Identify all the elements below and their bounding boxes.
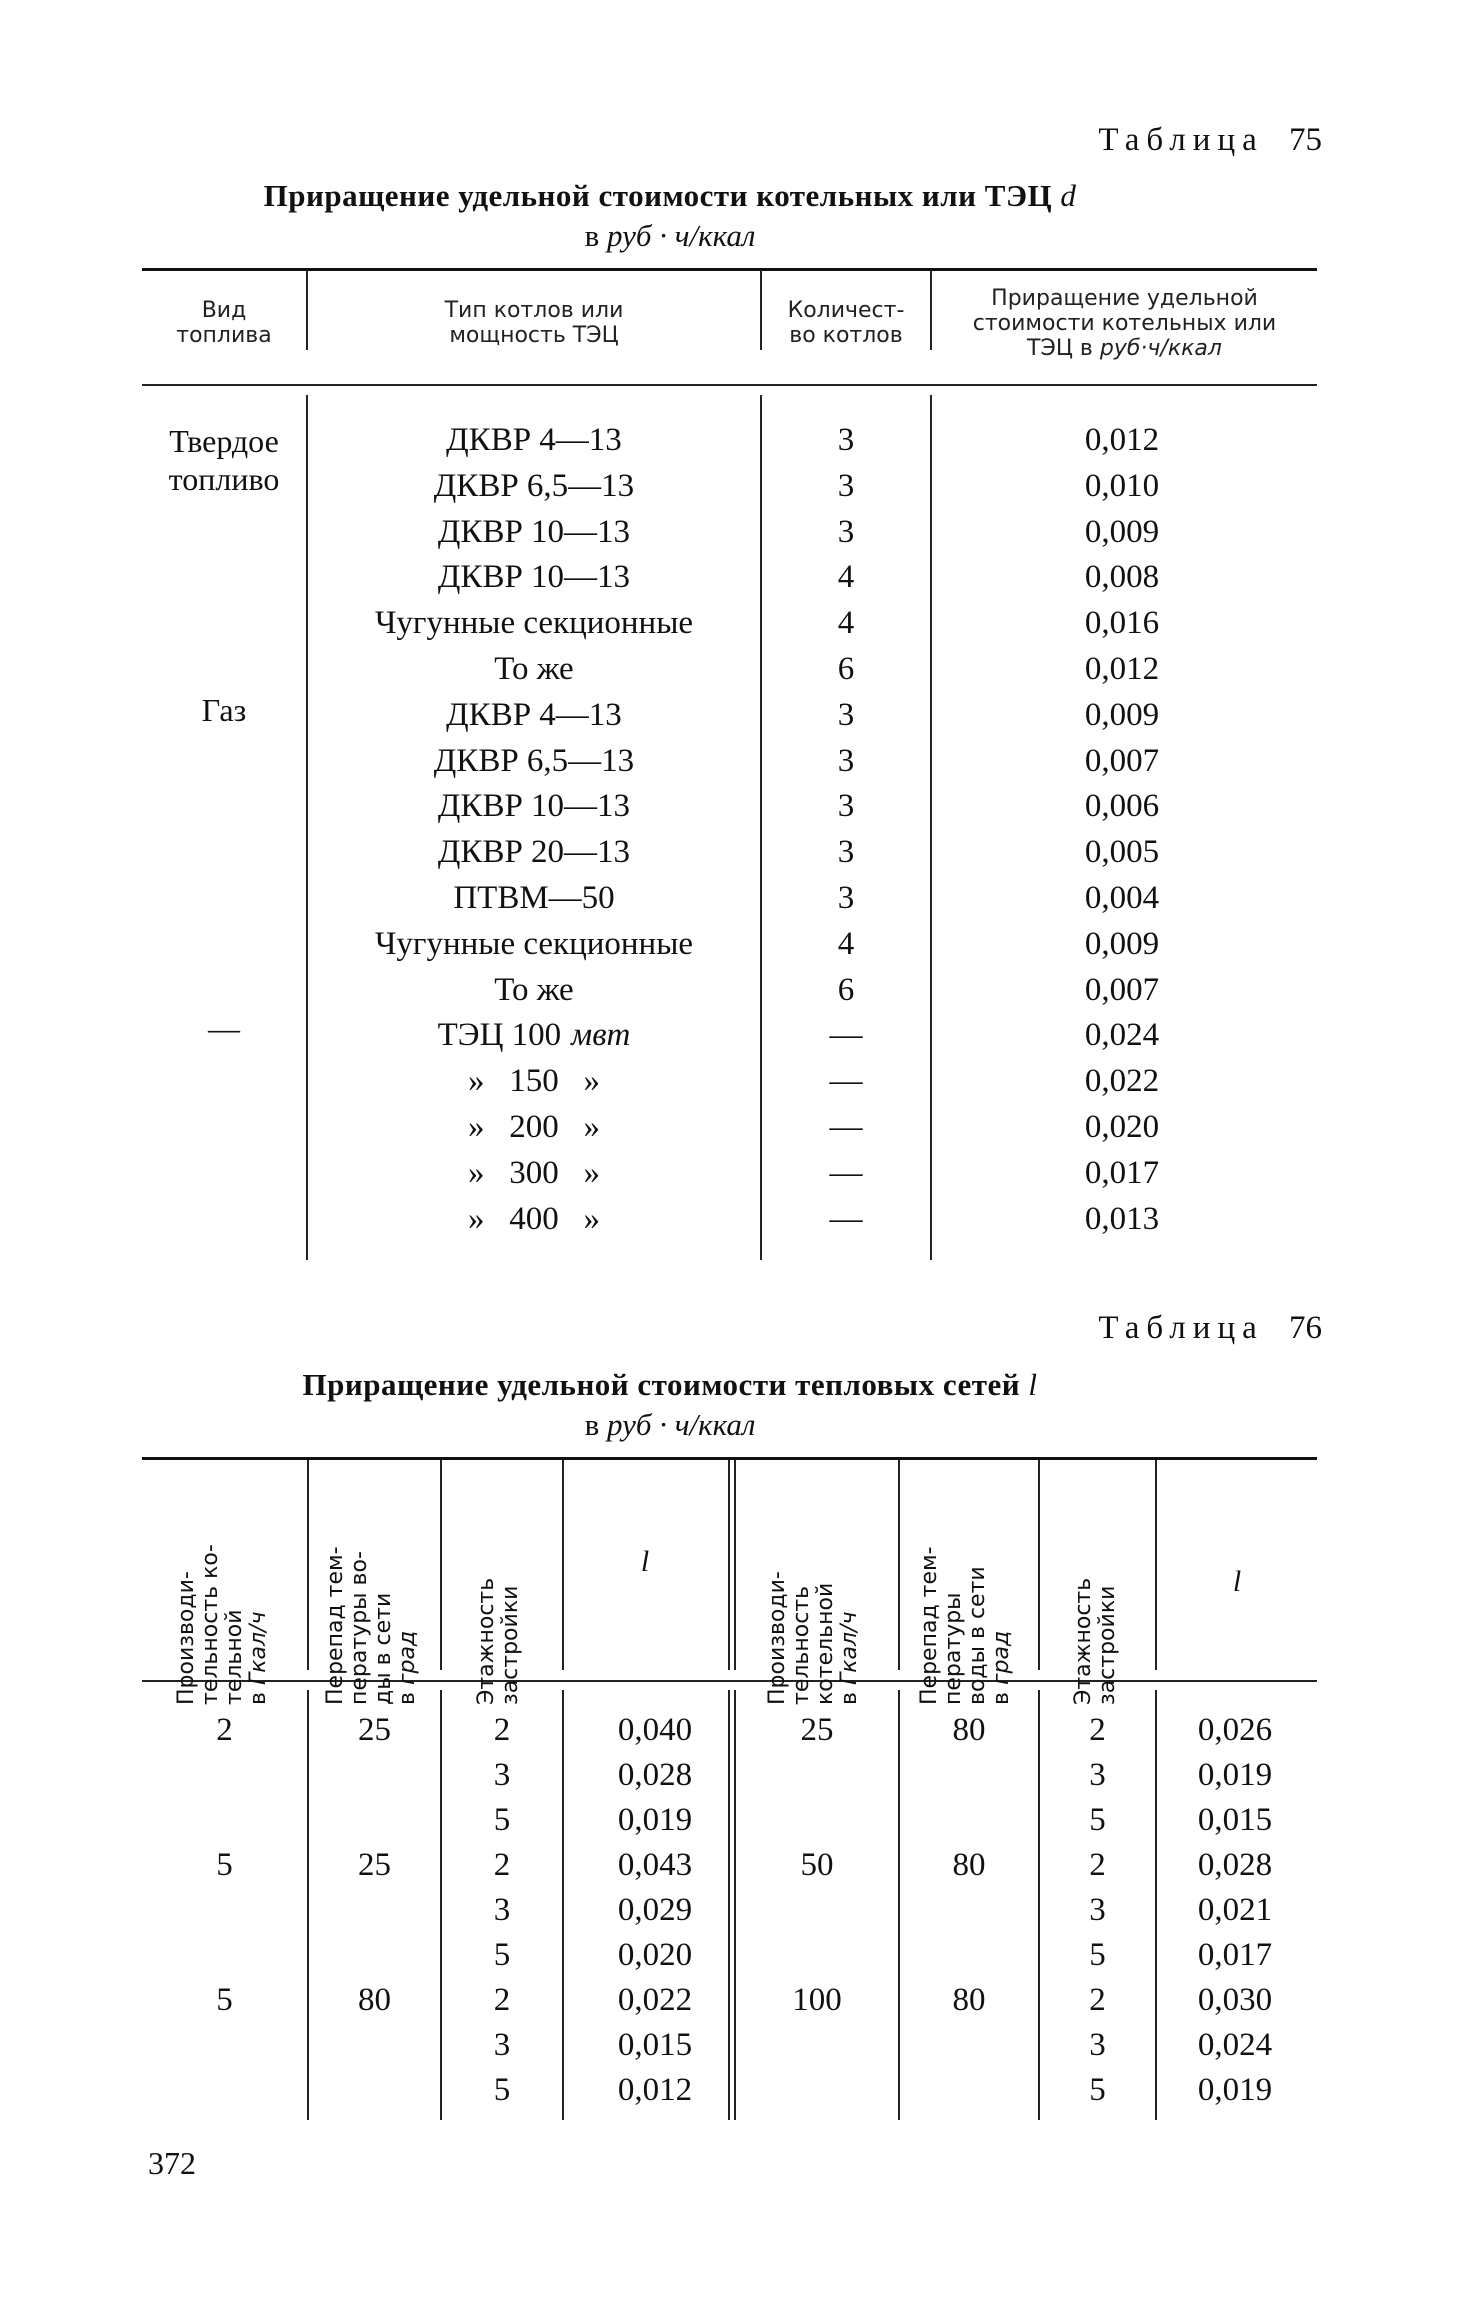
table76-left-l-value: 0,015	[617, 2027, 693, 2063]
table76-hdr-divider	[898, 1460, 900, 1670]
type-text: Чугунные секционные	[374, 926, 694, 962]
header-line: Этажность	[474, 1577, 499, 1705]
table75-cell-value: 0,024	[1084, 1017, 1160, 1053]
table75-fuel-gas	[142, 692, 306, 729]
table75-cell-count: 4	[837, 605, 855, 641]
table75-cell-value: 0,004	[1084, 880, 1160, 916]
table75-cell-count: —	[829, 1109, 863, 1145]
table75-cell-type	[308, 1017, 760, 1054]
header-line: в	[246, 1692, 271, 1705]
table76-left-l-value: 0,029	[617, 1892, 693, 1928]
table76-right-floors: 3	[1089, 1892, 1106, 1928]
table76-right-l-value: 0,019	[1197, 1757, 1273, 1793]
header-line: воды в сети	[965, 1566, 990, 1705]
table76-label	[1098, 1310, 1322, 1347]
table76-body-divider	[562, 1690, 564, 2120]
header-line: в	[395, 1692, 420, 1705]
table76-left-floors: 5	[493, 2072, 511, 2108]
table75-cell-type	[308, 1201, 760, 1238]
table75-cell-value: 0,012	[1084, 422, 1160, 458]
table76-right-floors: 2	[1089, 1712, 1106, 1748]
table75-cell-count: 3	[837, 788, 855, 824]
fuel-line: Твердое	[169, 423, 279, 459]
type-text: То же	[494, 972, 574, 1008]
table75-cell-type	[308, 1109, 760, 1146]
table75-cell-value: 0,010	[1084, 468, 1160, 504]
fuel-line: Газ	[201, 692, 247, 728]
table76-left-l-value: 0,012	[617, 2072, 693, 2108]
header-line: застройки	[498, 1585, 523, 1705]
table76-header-delta2	[918, 1505, 1018, 1705]
type-text: » 200 »	[468, 1109, 600, 1145]
table75-title-text: Приращение удельной стоимости котельных или ТЭЦ	[263, 178, 1053, 213]
table76-right-floors: 5	[1089, 1937, 1106, 1973]
table75-cell-count: —	[829, 1017, 863, 1053]
table76-left-delta: 25	[358, 1712, 391, 1748]
table75-subtitle-prefix: в	[584, 218, 600, 253]
header-line: ТЭЦ в	[1027, 336, 1093, 361]
table75-label-word: Таблица	[1098, 122, 1264, 158]
table76-right-l-value: 0,028	[1197, 1847, 1273, 1883]
table76-left-floors: 2	[493, 1982, 511, 2018]
table75-cell-type	[308, 559, 760, 596]
table75-cell-type	[308, 422, 760, 459]
table76-right-l-value: 0,024	[1197, 2027, 1273, 2063]
header-unit: град	[395, 1630, 420, 1686]
table75-cell-count: 3	[837, 697, 855, 733]
type-text: ДКВР 6,5—13	[433, 743, 635, 779]
header-line: во котлов	[789, 323, 903, 348]
table75-cell-count: 3	[837, 834, 855, 870]
table75-cell-type	[308, 514, 760, 551]
table75-fuel-none	[142, 1010, 306, 1047]
table75-header-increment	[932, 286, 1317, 361]
type-text: ДКВР 10—13	[437, 788, 631, 824]
type-text: ДКВР 10—13	[437, 559, 631, 595]
table76-left-capacity: 5	[216, 1982, 233, 2018]
table76-right-floors: 2	[1089, 1982, 1106, 2018]
table76-body-divider	[898, 1690, 900, 2120]
table76-hdr-divider	[307, 1460, 309, 1670]
table75-cell-value: 0,013	[1084, 1201, 1160, 1237]
table76-left-l-value: 0,022	[617, 1982, 693, 2018]
table76-right-floors: 5	[1089, 2072, 1106, 2108]
table76-right-floors: 3	[1089, 1757, 1106, 1793]
table76-left-delta: 25	[358, 1847, 391, 1883]
table76-subtitle-unit: руб · ч/ккал	[607, 1407, 756, 1442]
table76-body-divider	[307, 1690, 309, 2120]
header-line: топлива	[176, 323, 272, 348]
table76-right-delta: 80	[952, 1982, 986, 2018]
type-unit: мвт	[571, 1017, 631, 1053]
table75-header-rule	[142, 384, 1317, 386]
table76-left-floors: 3	[493, 1892, 511, 1928]
type-text: ДКВР 20—13	[437, 834, 631, 870]
table75-title	[140, 178, 1200, 214]
table76-left-floors: 5	[493, 1802, 511, 1838]
header-line: тельной	[222, 1609, 247, 1705]
type-text: ДКВР 10—13	[437, 514, 631, 550]
table75-cell-value: 0,009	[1084, 697, 1160, 733]
table76-right-capacity: 25	[800, 1712, 834, 1748]
table75-header-count	[762, 298, 930, 348]
table75-cell-count: 3	[837, 743, 855, 779]
table76-right-floors: 3	[1089, 2027, 1106, 2063]
table75-cell-count: 3	[837, 468, 855, 504]
header-unit: Гкал/ч	[246, 1611, 271, 1686]
header-line: Приращение удельной	[991, 286, 1258, 311]
table76-left-floors: 3	[493, 1757, 511, 1793]
table75-cell-value: 0,005	[1084, 834, 1160, 870]
table76-right-floors: 2	[1089, 1847, 1106, 1883]
header-line: пературы	[941, 1592, 966, 1705]
table75-cell-type	[308, 972, 760, 1009]
table75-body-divider-3	[930, 395, 932, 1260]
table75-cell-value: 0,016	[1084, 605, 1160, 641]
table75-label	[1098, 122, 1322, 159]
table75-cell-count: 3	[837, 514, 855, 550]
header-line: Вид	[201, 298, 247, 323]
table76-right-l-value: 0,021	[1197, 1892, 1273, 1928]
table75-cell-value: 0,020	[1084, 1109, 1160, 1145]
table76-right-l-value: 0,015	[1197, 1802, 1273, 1838]
type-text: ДКВР 6,5—13	[433, 468, 635, 504]
table75-cell-type	[308, 880, 760, 917]
header-line: Производи-	[765, 1571, 790, 1705]
table75-cell-type	[308, 743, 760, 780]
table75-cell-type	[308, 1063, 760, 1100]
type-text: » 400 »	[468, 1201, 600, 1237]
table75-header-fuel	[142, 298, 306, 348]
table76-title-symbol: l	[1028, 1367, 1038, 1402]
table75-cell-count: 6	[837, 651, 855, 687]
header-line: ды в сети	[371, 1592, 396, 1705]
table76-right-l-value: 0,017	[1197, 1937, 1273, 1973]
table76-body-divider	[1155, 1690, 1157, 2120]
table75-cell-count: 4	[837, 926, 855, 962]
table76-title	[140, 1367, 1200, 1403]
type-text: То же	[494, 651, 574, 687]
table75-cell-count: 6	[837, 972, 855, 1008]
header-line: Перепад тем-	[323, 1546, 348, 1705]
table75-cell-value: 0,022	[1084, 1063, 1160, 1099]
table76-header-l2: l	[1232, 1565, 1242, 1598]
type-text: ДКВР 4—13	[446, 697, 622, 733]
table76-left-l-value: 0,020	[617, 1937, 693, 1973]
header-line: в	[989, 1692, 1014, 1705]
table76-right-l-value: 0,026	[1197, 1712, 1273, 1748]
header-line: в	[837, 1692, 862, 1705]
table75-cell-value: 0,009	[1084, 514, 1160, 550]
header-line: Перепад тем-	[917, 1546, 942, 1705]
table76-left-floors: 2	[493, 1847, 511, 1883]
table76-left-l-value: 0,040	[617, 1712, 693, 1748]
table76-right-l-value: 0,019	[1197, 2072, 1273, 2108]
table75-cell-count: —	[829, 1201, 863, 1237]
table76-hdr-divider	[734, 1460, 736, 1670]
table75-cell-count: 4	[837, 559, 855, 595]
table76-left-l-value: 0,028	[617, 1757, 693, 1793]
table76-header-delta	[324, 1505, 424, 1705]
header-line: тельность ко-	[198, 1544, 223, 1705]
type-text: ДКВР 4—13	[446, 422, 622, 458]
table76-right-l-value: 0,030	[1197, 1982, 1273, 2018]
table75-cell-value: 0,012	[1084, 651, 1160, 687]
fuel-line: топливо	[168, 461, 280, 497]
table76-header-l: l	[640, 1545, 650, 1578]
table76-header-floors2	[1072, 1505, 1122, 1705]
table76-left-l-value: 0,019	[617, 1802, 693, 1838]
header-line: застройки	[1095, 1585, 1120, 1705]
header-line: Этажность	[1071, 1577, 1096, 1705]
table76-left-delta: 80	[358, 1982, 391, 2018]
table75-cell-count: 3	[837, 422, 855, 458]
header-unit: Гкал/ч	[837, 1611, 862, 1686]
table75-cell-type	[308, 468, 760, 505]
table76-header-rule	[142, 1680, 1317, 1682]
table76-right-delta: 80	[952, 1712, 986, 1748]
header-line: котельной	[813, 1582, 838, 1705]
header-line: пературы во-	[347, 1551, 372, 1705]
header-unit: руб·ч/ккал	[1099, 336, 1222, 361]
table75-fuel-solid	[142, 422, 306, 498]
table76-left-capacity: 2	[216, 1712, 233, 1748]
table76-title-text: Приращение удельной стоимости тепловых сетей	[302, 1367, 1021, 1402]
table76-header-capacity2	[766, 1505, 866, 1705]
table75-cell-type	[308, 651, 760, 688]
table76-hdr-divider	[440, 1460, 442, 1670]
table75-cell-value: 0,006	[1084, 788, 1160, 824]
table76-right-delta: 80	[952, 1847, 986, 1883]
table75-top-rule	[142, 268, 1317, 271]
table75-cell-count: —	[829, 1155, 863, 1191]
table75-cell-value: 0,007	[1084, 972, 1160, 1008]
table76-hdr-divider	[1038, 1460, 1040, 1670]
table75-cell-count: —	[829, 1063, 863, 1099]
type-text: ПТВМ—50	[453, 880, 615, 916]
table75-cell-type	[308, 697, 760, 734]
table75-subtitle	[140, 218, 1200, 254]
table75-cell-value: 0,007	[1084, 743, 1160, 779]
table76-left-floors: 3	[493, 2027, 511, 2063]
table76-hdr-divider	[728, 1460, 730, 1670]
table76-left-l-value: 0,043	[617, 1847, 693, 1883]
table75-cell-type	[308, 788, 760, 825]
header-line: тельность	[789, 1585, 814, 1705]
table76-right-capacity: 100	[792, 1982, 842, 2018]
type-text: » 300 »	[468, 1155, 600, 1191]
header-line: Тип котлов или	[444, 298, 624, 323]
header-line: Количест-	[787, 298, 905, 323]
type-text: ТЭЦ 100	[437, 1017, 562, 1053]
table76-left-capacity: 5	[216, 1847, 233, 1883]
table75-cell-type	[308, 834, 760, 871]
header-unit: град	[989, 1630, 1014, 1686]
table75-cell-value: 0,009	[1084, 926, 1160, 962]
header-line: стоимости котельных или	[972, 311, 1277, 336]
table75-title-symbol: d	[1060, 178, 1077, 213]
table76-number: 76	[1289, 1310, 1322, 1346]
type-text: Чугунные секционные	[374, 605, 694, 641]
type-text: » 150 »	[468, 1063, 600, 1099]
table76-header-capacity	[175, 1505, 275, 1705]
header-line: мощность ТЭЦ	[449, 323, 619, 348]
table76-label-word: Таблица	[1098, 1310, 1264, 1346]
table76-right-capacity: 50	[800, 1847, 834, 1883]
table75-subtitle-unit: руб · ч/ккал	[607, 218, 756, 253]
table76-left-floors: 5	[493, 1937, 511, 1973]
table75-cell-type	[308, 1155, 760, 1192]
table76-subtitle-prefix: в	[584, 1407, 600, 1442]
table75-cell-value: 0,008	[1084, 559, 1160, 595]
table75-cell-type	[308, 605, 760, 642]
fuel-line: —	[208, 1010, 240, 1046]
table76-subtitle	[140, 1407, 1200, 1443]
table76-left-floors: 2	[493, 1712, 511, 1748]
table76-right-floors: 5	[1089, 1802, 1106, 1838]
table75-header-type	[308, 298, 760, 348]
header-line: Производи-	[174, 1571, 199, 1705]
page-number: 372	[148, 2145, 196, 2181]
table75-cell-count: 3	[837, 880, 855, 916]
table75-cell-type	[308, 926, 760, 963]
table75-cell-value: 0,017	[1084, 1155, 1160, 1191]
table76-header-floors	[475, 1505, 525, 1705]
table75-number: 75	[1289, 122, 1322, 158]
